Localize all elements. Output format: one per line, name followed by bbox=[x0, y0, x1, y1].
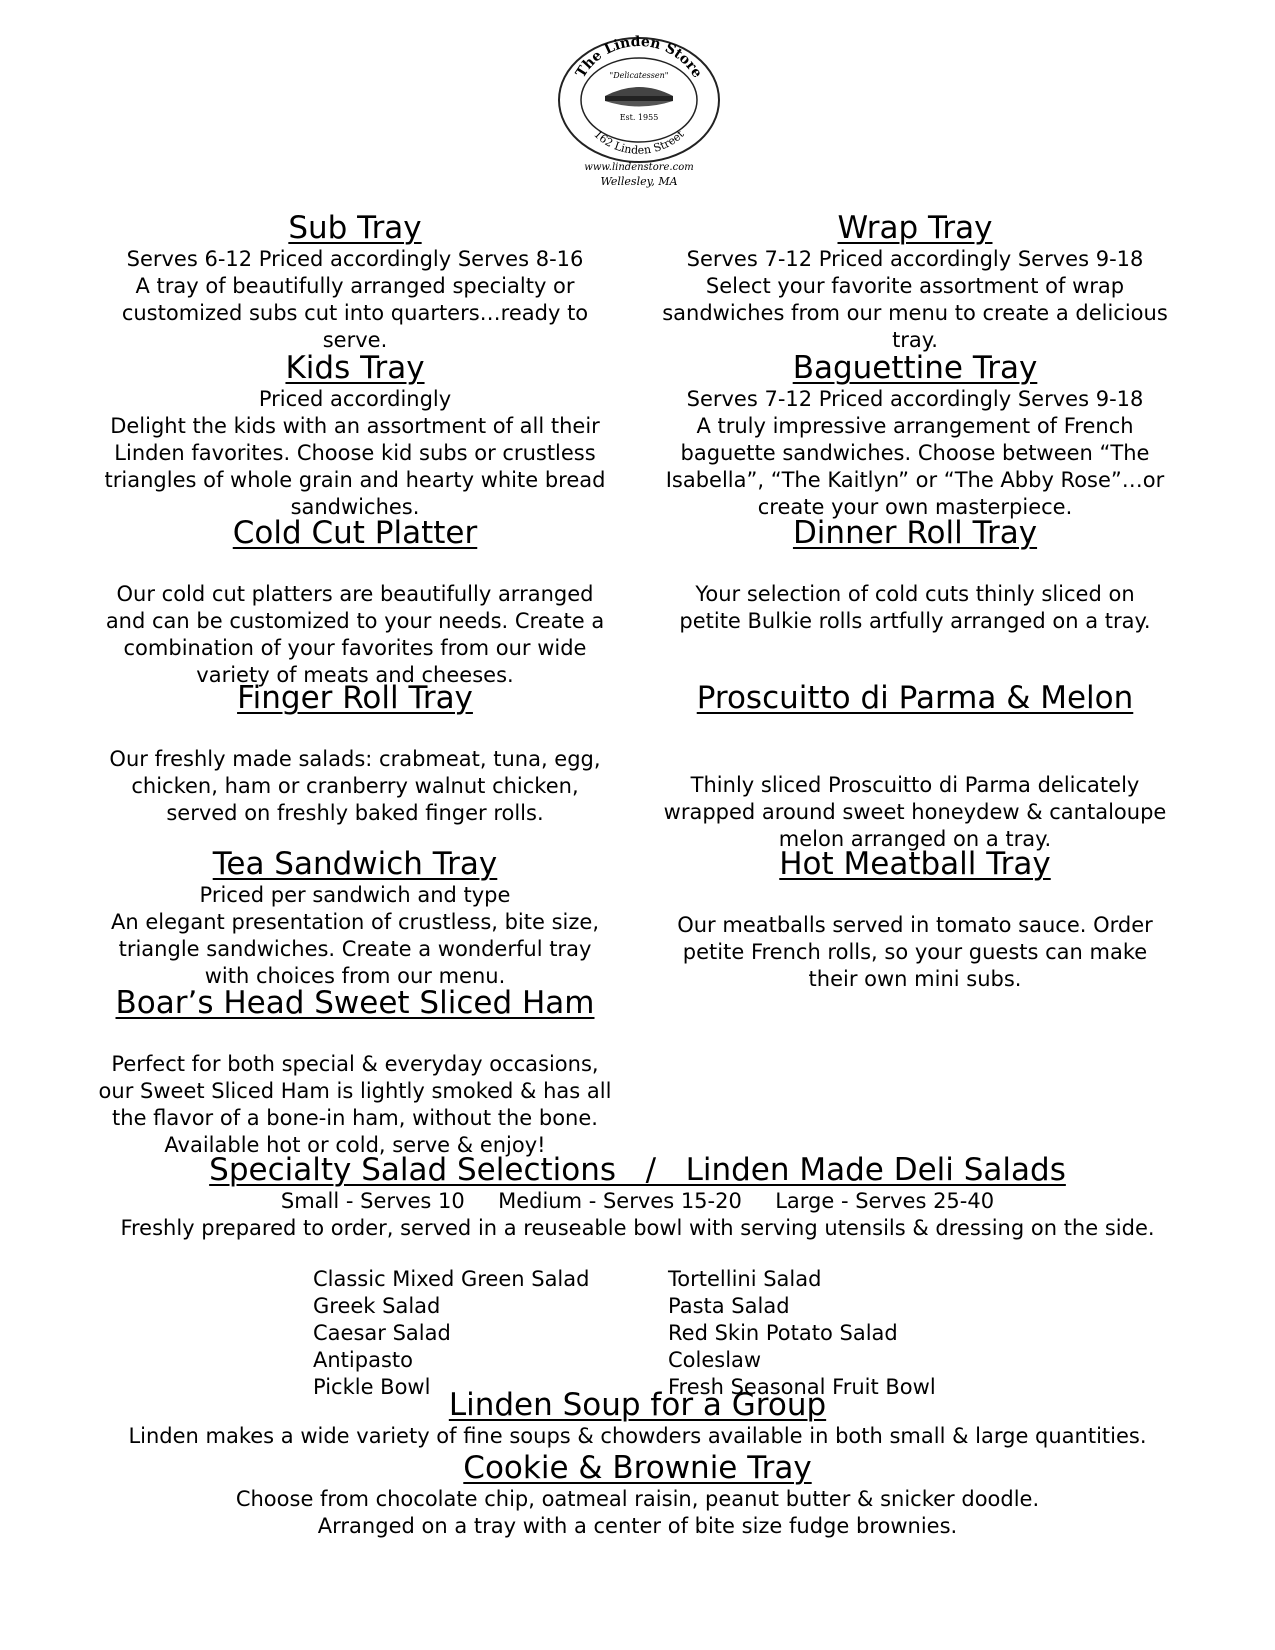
logo-seal bbox=[555, 34, 723, 164]
section-title: Dinner Roll Tray bbox=[792, 515, 1038, 551]
desc-line: combination of your favorites from our wide bbox=[123, 636, 587, 660]
serves-line: Serves 7-12 Priced accordingly Serves 9-18 bbox=[686, 387, 1144, 411]
salads-section bbox=[0, 1152, 1275, 1242]
tea-sandwich-section bbox=[75, 846, 635, 990]
salad-list-left bbox=[313, 1266, 589, 1401]
salads-sizes: Small - Serves 10 Medium - Serves 15-20 Large - Serves 25-40 bbox=[280, 1189, 995, 1213]
desc-line: served on freshly baked finger rolls. bbox=[166, 801, 544, 825]
section-title: Hot Meatball Tray bbox=[779, 846, 1051, 882]
section-title: Tea Sandwich Tray bbox=[212, 846, 498, 882]
logo-subtitle: "Delicatessen" bbox=[609, 71, 669, 80]
logo-url: www.lindenstore.com bbox=[584, 162, 694, 173]
section-title: Wrap Tray bbox=[837, 210, 993, 246]
serves-line: Serves 7-12 Priced accordingly Serves 9-18 bbox=[686, 247, 1144, 271]
soup-title: Linden Soup for a Group bbox=[448, 1387, 827, 1423]
list-item: Greek Salad bbox=[313, 1294, 441, 1318]
baguettine-tray-section bbox=[635, 350, 1195, 521]
desc-line: An elegant presentation of crustless, bite size, bbox=[111, 910, 599, 934]
desc-line: Our meatballs served in tomato sauce. Order bbox=[677, 913, 1153, 937]
desc-line: melon arranged on a tray. bbox=[778, 827, 1052, 851]
desc-line: chicken, ham or cranberry walnut chicken, bbox=[131, 774, 579, 798]
desc-line: Linden favorites. Choose kid subs or crustless bbox=[114, 441, 596, 465]
section-title: Baguettine Tray bbox=[792, 350, 1038, 386]
salads-note: Freshly prepared to order, served in a reuseable bowl with serving utensils & dressing on the side. bbox=[120, 1216, 1155, 1240]
cookie-section bbox=[0, 1450, 1275, 1540]
finger-roll-section bbox=[75, 680, 635, 827]
desc-line: Our freshly made salads: crabmeat, tuna, egg, bbox=[109, 747, 601, 771]
desc-line: baguette sandwiches. Choose between “The bbox=[680, 441, 1150, 465]
desc-line: Our cold cut platters are beautifully arranged bbox=[116, 582, 594, 606]
desc-line: Available hot or cold, serve & enjoy! bbox=[164, 1133, 546, 1157]
serves-line: Priced accordingly bbox=[258, 387, 452, 411]
list-item: Caesar Salad bbox=[313, 1321, 451, 1345]
list-item: Fresh Seasonal Fruit Bowl bbox=[668, 1375, 936, 1399]
sweet-ham-section bbox=[75, 985, 635, 1159]
cookie-title: Cookie & Brownie Tray bbox=[463, 1450, 812, 1486]
desc-line: Thinly sliced Proscuitto di Parma delicately bbox=[690, 773, 1140, 797]
desc-line: petite Bulkie rolls artfully arranged on a tray. bbox=[679, 609, 1151, 633]
cookie-desc: Choose from chocolate chip, oatmeal raisin, peanut butter & snicker doodle. bbox=[235, 1487, 1040, 1511]
desc-line: Isabella”, “The Kaitlyn” or “The Abby Rose”…or bbox=[665, 468, 1165, 492]
logo-arc-bottom: 162 Linden Street bbox=[591, 127, 687, 157]
dinner-roll-section bbox=[635, 515, 1195, 635]
desc-line: Select your favorite assortment of wrap bbox=[705, 274, 1125, 298]
store-logo bbox=[555, 34, 723, 196]
serves-line: Serves 6-12 Priced accordingly Serves 8-16 bbox=[126, 247, 584, 271]
serves-line: Priced per sandwich and type bbox=[199, 883, 511, 907]
desc-line: create your own masterpiece. bbox=[757, 495, 1073, 519]
desc-line: their own mini subs. bbox=[808, 967, 1022, 991]
kids-tray-section bbox=[75, 350, 635, 521]
desc-line: wrapped around sweet honeydew & cantaloupe bbox=[663, 800, 1167, 824]
salad-list-right bbox=[668, 1266, 936, 1401]
list-item: Pasta Salad bbox=[668, 1294, 790, 1318]
desc-line: the flavor of a bone-in ham, without the bone. bbox=[112, 1106, 598, 1130]
list-item: Classic Mixed Green Salad bbox=[313, 1267, 590, 1291]
desc-line: Perfect for both special & everyday occasions, bbox=[111, 1052, 599, 1076]
desc-line: sandwiches from our menu to create a delicious bbox=[662, 301, 1168, 325]
sub-tray-section bbox=[75, 210, 635, 354]
list-item: Antipasto bbox=[313, 1348, 413, 1372]
desc-line: our Sweet Sliced Ham is lightly smoked & has all bbox=[98, 1079, 612, 1103]
cookie-desc: Arranged on a tray with a center of bite size fudge brownies. bbox=[317, 1514, 958, 1538]
desc-line: serve. bbox=[322, 328, 388, 352]
section-title: Proscuitto di Parma & Melon bbox=[696, 680, 1134, 716]
list-item: Coleslaw bbox=[668, 1348, 762, 1372]
salads-title: Specialty Salad Selections / Linden Made Deli Salads bbox=[209, 1152, 1066, 1188]
desc-line: tray. bbox=[892, 328, 938, 352]
desc-line: sandwiches. bbox=[290, 495, 420, 519]
section-title: Cold Cut Platter bbox=[232, 515, 478, 551]
list-item: Pickle Bowl bbox=[313, 1375, 431, 1399]
desc-line: petite French rolls, so your guests can make bbox=[682, 940, 1148, 964]
section-title: Kids Tray bbox=[285, 350, 425, 386]
desc-line: customized subs cut into quarters…ready to bbox=[121, 301, 589, 325]
proscuitto-section bbox=[635, 680, 1195, 853]
desc-line: triangle sandwiches. Create a wonderful tray bbox=[118, 937, 592, 961]
desc-line: variety of meats and cheeses. bbox=[196, 663, 514, 687]
soup-desc: Linden makes a wide variety of fine soups & chowders available in both small & large quantities. bbox=[128, 1424, 1147, 1448]
desc-line: Your selection of cold cuts thinly sliced on bbox=[695, 582, 1135, 606]
logo-established: Est. 1955 bbox=[619, 113, 659, 122]
wrap-tray-section bbox=[635, 210, 1195, 354]
section-title: Finger Roll Tray bbox=[237, 680, 473, 716]
desc-line: A tray of beautifully arranged specialty or bbox=[135, 274, 575, 298]
logo-arc-top: The Linden Store bbox=[572, 34, 706, 81]
list-item: Red Skin Potato Salad bbox=[668, 1321, 898, 1345]
sandwich-icon bbox=[605, 87, 673, 107]
meatball-tray-section bbox=[635, 846, 1195, 993]
desc-line: and can be customized to your needs. Create a bbox=[105, 609, 605, 633]
logo-town: Wellesley, MA bbox=[600, 175, 678, 188]
section-title: Sub Tray bbox=[288, 210, 422, 246]
desc-line: A truly impressive arrangement of French bbox=[696, 414, 1134, 438]
cold-cut-section bbox=[75, 515, 635, 689]
desc-line: Delight the kids with an assortment of all their bbox=[110, 414, 600, 438]
desc-line: triangles of whole grain and hearty white bread bbox=[104, 468, 606, 492]
list-item: Tortellini Salad bbox=[668, 1267, 822, 1291]
desc-line: with choices from our menu. bbox=[204, 964, 506, 988]
soup-section bbox=[0, 1387, 1275, 1450]
section-title: Boar’s Head Sweet Sliced Ham bbox=[115, 985, 595, 1021]
